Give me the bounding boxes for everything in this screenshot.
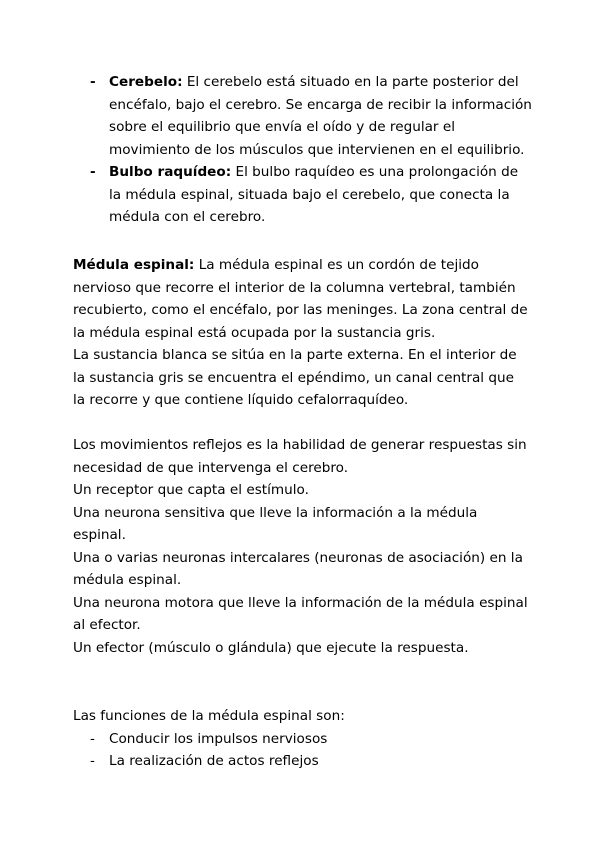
reflejos-section [73,434,528,659]
brain-parts-section [73,71,533,229]
term-bulbo-raquideo: Bulbo raquídeo: [109,164,232,180]
reflejos-line: Un efector (músculo o glándula) que ejecute la respuesta. [73,639,469,656]
list-item-bulbo-raquideo [73,161,533,229]
list-item [73,750,533,773]
funciones-intro: Las funciones de la médula espinal son: [73,708,345,724]
funcion-text: Conducir los impulsos nerviosos [109,730,328,747]
term-cerebelo: Cerebelo: [109,74,183,90]
cerebelo-description: El cerebelo está situado en la parte posterior del encéfalo, bajo el cerebro. Se encarga de recibir la información sobre el equilibrio que envía el oído y de regular el movimiento de los músculos que intervienen en el equilibrio. [109,74,532,158]
reflejos-intro: Los movimientos reflejos es la habilidad de generar respuestas sin necesidad de que intervenga el cerebro. [73,437,527,476]
reflejos-line: Una o varias neuronas intercalares (neuronas de asociación) en la médula espinal. [73,549,523,588]
bullet-marker: - [90,753,95,769]
funciones-list [73,728,533,773]
reflejos-line: Una neurona sensitiva que lleve la información a la médula espinal. [73,504,478,543]
funcion-text: La realización de actos reflejos [109,753,319,769]
brain-parts-list [73,71,533,229]
medula-section [73,254,528,412]
bulbo-description: El bulbo raquídeo es una prolongación de la médula espinal, situada bajo el cerebelo, que conecta la médula con el cerebro. [109,164,519,225]
term-medula-espinal: Médula espinal: [73,257,195,273]
funciones-section [73,705,533,773]
bullet-marker: - [90,74,96,90]
medula-description: La médula espinal es un cordón de tejido nervioso que recorre el interior de la columna vertebral, también recubierto, como el encéfalo, por las meninges. La zona central de la médula espinal está ocupada por la sustancia gris. [73,257,528,341]
bullet-marker: - [90,164,96,180]
list-item-cerebelo [73,71,533,161]
list-item [73,728,533,751]
medula-paragraph [73,254,528,344]
reflejos-line: Una neurona motora que lleve la información de la médula espinal al efector. [73,594,528,633]
bullet-marker: - [90,730,95,747]
sustancia-paragraph: La sustancia blanca se sitúa en la parte externa. En el interior de la sustancia gris se encuentra el epéndimo, un canal central que la recorre y que contiene líquido cefalorraquídeo. [73,347,517,408]
reflejos-line: Un receptor que capta el estímulo. [73,482,309,498]
